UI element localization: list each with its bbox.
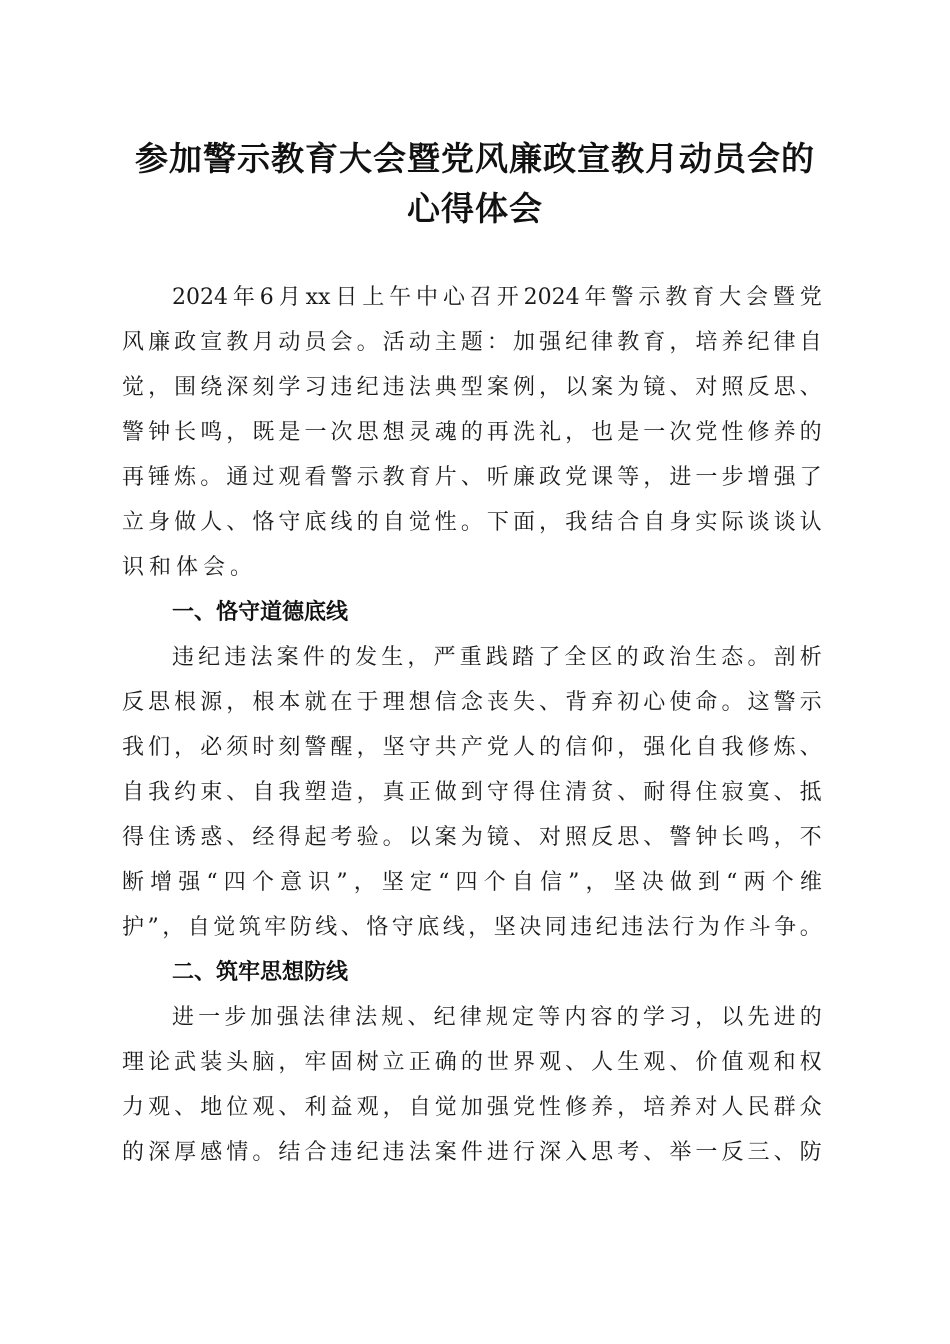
body-line: 护 ” ， 自 觉 筑 牢 防 线 、 恪 守 底 线 ， 坚 决 同 违 纪 违 法 行 为 作 斗 争 。 (122, 915, 822, 940)
body-line: 觉 ， 围 绕 深 刻 学 习 违 纪 违 法 典 型 案 例 ， 以 案 为 镜 、 对 照 反 思 、 (122, 375, 822, 400)
body-line: 2024 年 6 月 xx 日 上 午 中 心 召 开 2024 年 警 示 教 育 大 会 暨 党 (172, 285, 822, 310)
section-heading-2: 二、筑牢思想防线 (172, 960, 349, 985)
document-title-line-2: 心得体会 (407, 189, 543, 228)
document-title-line-1: 参加警示教育大会暨党风廉政宣教月动员会的 (135, 139, 815, 178)
section-heading-1: 一、恪守道德底线 (172, 600, 349, 625)
body-line: 风 廉 政 宣 教 月 动 员 会 。 活 动 主 题 ： 加 强 纪 律 教 育 ， 培 养 纪 律 自 (122, 330, 822, 355)
body-line: 再 锤 炼 。 通 过 观 看 警 示 教 育 片 、 听 廉 政 党 课 等 ， 进 一 步 增 强 了 (122, 465, 822, 490)
body-line: 我 们 ， 必 须 时 刻 警 醒 ， 坚 守 共 产 党 人 的 信 仰 ， 强 化 自 我 修 炼 、 (122, 735, 822, 760)
body-line: 自 我 约 束 、 自 我 塑 造 ， 真 正 做 到 守 得 住 清 贫 、 耐 得 住 寂 寞 、 抵 (122, 780, 822, 805)
body-line: 理 论 武 装 头 脑 ， 牢 固 树 立 正 确 的 世 界 观 、 人 生 观 、 价 值 观 和 权 (122, 1050, 822, 1075)
body-line: 断 增 强 “ 四 个 意 识 ” ， 坚 定 “ 四 个 自 信 ” ， 坚 决 做 到 “ 两 个 维 (122, 870, 822, 895)
body-line: 警 钟 长 鸣 ， 既 是 一 次 思 想 灵 魂 的 再 洗 礼 ， 也 是 一 次 党 性 修 养 的 (122, 420, 822, 445)
body-line: 力 观 、 地 位 观 、 利 益 观 ， 自 觉 加 强 党 性 修 养 ， 培 养 对 人 民 群 众 (122, 1095, 822, 1120)
body-line: 立 身 做 人 、 恪 守 底 线 的 自 觉 性 。 下 面 ， 我 结 合 自 身 实 际 谈 谈 认 (122, 510, 822, 535)
body-line: 进 一 步 加 强 法 律 法 规 、 纪 律 规 定 等 内 容 的 学 习 ， 以 先 进 的 (172, 1005, 822, 1030)
body-line: 得 住 诱 惑 、 经 得 起 考 验 。 以 案 为 镜 、 对 照 反 思 、 警 钟 长 鸣 ， 不 (122, 825, 822, 850)
body-line: 识和体会。 (122, 555, 258, 580)
body-line: 的 深 厚 感 情 。 结 合 违 纪 违 法 案 件 进 行 深 入 思 考 、 举 一 反 三 、 防 (122, 1140, 822, 1165)
body-line: 违 纪 违 法 案 件 的 发 生 ， 严 重 践 踏 了 全 区 的 政 治 生 态 。 剖 析 (172, 645, 822, 670)
body-line: 反 思 根 源 ， 根 本 就 在 于 理 想 信 念 丧 失 、 背 弃 初 心 使 命 。 这 警 示 (122, 690, 822, 715)
